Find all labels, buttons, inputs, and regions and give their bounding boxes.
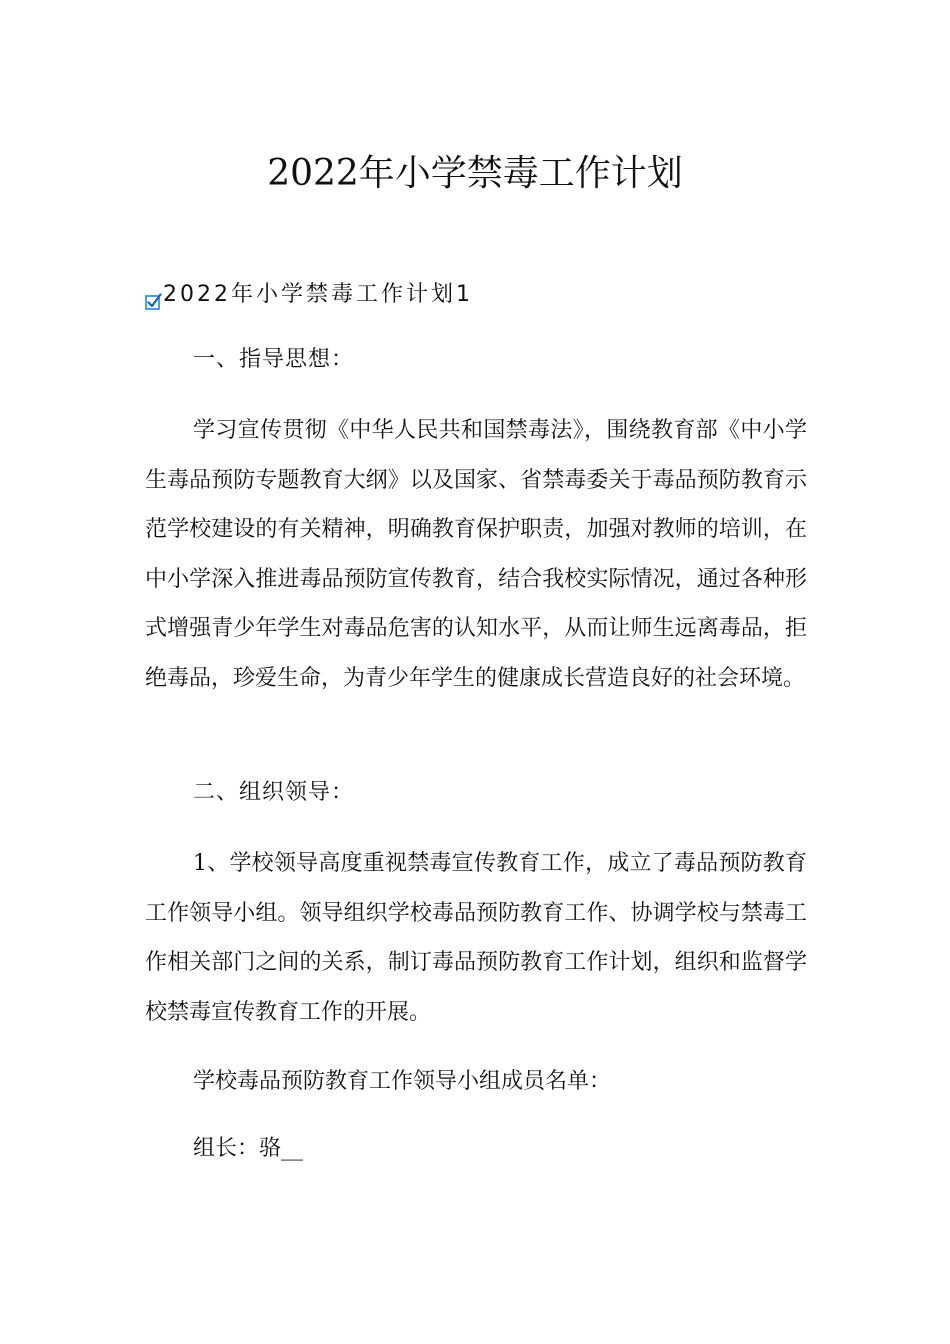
paragraph-organization-leadership: 1、学校领导高度重视禁毒宣传教育工作，成立了毒品预防教育工作领导小组。领导组织学校毒品预防教育工作、协调学校与禁毒工作相关部门之间的关系，制订毒品预防教育工作计划，组织和监督学校禁毒宣传教育工作的开展。 [145,851,807,1025]
heading-guiding-ideology: 一、指导思想： [193,347,355,372]
heading-organization-leadership: 二、组织领导： [193,780,355,805]
section-heading-text: 2022年小学禁毒工作计划1 [163,281,473,307]
section-heading [145,272,473,312]
paragraph-member-list-intro: 学校毒品预防教育工作领导小组成员名单： [193,1069,612,1094]
paragraph-guiding-ideology: 学习宣传贯彻《中华人民共和国禁毒法》，围绕教育部《中小学生毒品预防专题教育大纲》以及国家、省禁毒委关于毒品预防教育示范学校建设的有关精神，明确教育保护职责，加强对教师的培训，在中小学深入推进毒品预防宣传教育，结合我校实际情况，通过各种形式增强青少年学生对毒品危害的认知水平，从而让师生远离毒品，拒绝毒品，珍爱生命，为青少年学生的健康成长营造良好的社会环境。 [145,418,807,691]
document-title: 2022年小学禁毒工作计划 [267,153,683,194]
paragraph-group-leader: 组长：骆__ [193,1136,304,1161]
checked-box-icon [145,291,162,308]
